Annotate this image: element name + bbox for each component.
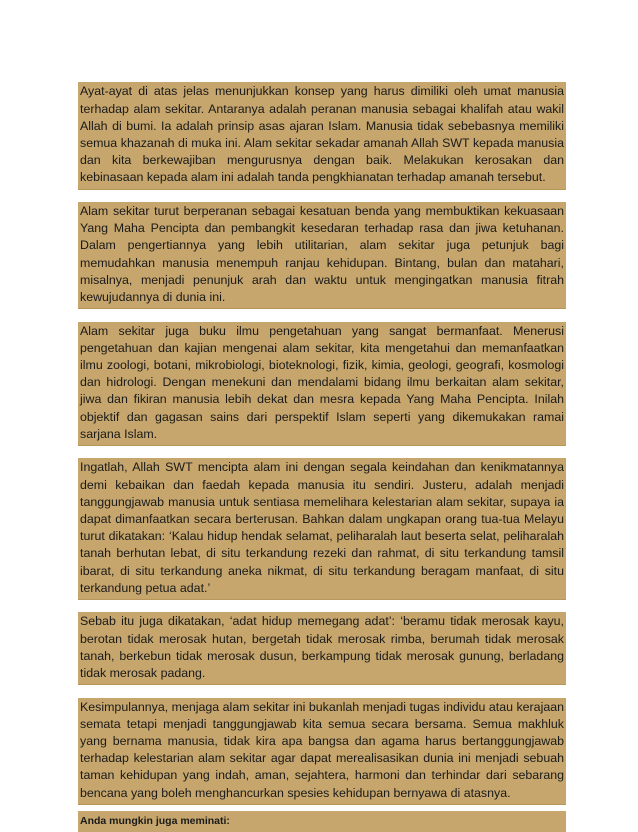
paragraph-khalifah: Ayat-ayat di atas jelas menunjukkan konsep yang harus dimiliki oleh umat manusia terhadap alam sekitar. Antaranya adalah peranan manusia sebagai khalifah atau wakil Allah di bumi. Ia adalah prinsip asas ajaran Islam. Manusia tidak sebebasnya memiliki semua khazanah di muka ini. Alam sekitar sekadar amanah Allah SWT kepada manusia dan kita berkewajiban mengurusnya dengan baik. Melakukan kerosakan dan kebinasaan kepada alam ini adalah tanda pengkhianatan terhadap amanah tersebut.	[78, 82, 566, 189]
related-posts-label: Anda mungkin juga meminati:	[78, 811, 566, 832]
paragraph-adat-hidup: Sebab itu juga dikatakan, ‘adat hidup memegang adat’: ‘beramu tidak merosak kayu, berotan tidak merosak hutan, bergetah tidak merosak rimba, berumah tidak merosak tanah, berkebun tidak merosak dusun, berkampung tidak merosak gunung, berladang tidak merosak padang.	[78, 612, 566, 685]
paragraph-kesatuan-benda: Alam sekitar turut berperanan sebagai kesatuan benda yang membuktikan kekuasaan Yang Maha Pencipta dan pembangkit kesedaran terhadap rasa dan jiwa ketuhanan. Dalam pengertiannya yang lebih utilitarian, alam sekitar juga petunjuk bagi memudahkan manusia menempuh ranjau kehidupan. Bintang, bulan dan matahari, misalnya, menjadi penunjuk arah dan waktu untuk mengingatkan manusia fitrah kewujudannya di dunia ini.	[78, 202, 566, 309]
document-page	[78, 70, 566, 832]
paragraph-ingatlah: Ingatlah, Allah SWT mencipta alam ini dengan segala keindahan dan kenikmatannya demi kebaikan dan faedah kepada manusia itu sendiri. Justeru, adalah menjadi tanggungjawab manusia untuk sentiasa memelihara kelestarian alam sekitar, supaya ia dapat dimanfaatkan secara berterusan. Bahkan dalam ungkapan orang tua-tua Melayu turut dikatakan: ‘Kalau hidup hendak selamat, peliharalah laut beserta selat, peliharalah tanah berhutan lebat, di situ terkandung rezeki dan rahmat, di situ terkandung tamsil ibarat, di situ terkandung aneka nikmat, di situ terkandung beragam manfaat, di situ terkandung petua adat.’	[78, 458, 566, 600]
paragraph-ilmu-pengetahuan: Alam sekitar juga buku ilmu pengetahuan yang sangat bermanfaat. Menerusi pengetahuan dan kajian mengenai alam sekitar, kita mengetahui dan memanfaatkan ilmu zoologi, botani, mikrobiologi, bioteknologi, fizik, kimia, geologi, geografi, kosmologi dan hidrologi. Dengan menekuni dan mendalami bidang ilmu berkaitan alam sekitar, jiwa dan fikiran manusia lebih dekat dan mesra kepada Yang Maha Pencipta. Inilah objektif dan gagasan sains dari perspektif Islam seperti yang dikemukakan ramai sarjana Islam.	[78, 322, 566, 446]
paragraph-kesimpulan: Kesimpulannya, menjaga alam sekitar ini bukanlah menjadi tugas individu atau kerajaan semata tetapi menjadi tanggungjawab kita semua secara bersama. Semua makhluk yang bernama manusia, tidak kira apa bangsa dan agama harus bertanggungjawab terhadap kelestarian alam sekitar agar dapat merealisasikan dunia ini menjadi sebuah taman kehidupan yang indah, aman, sejahtera, harmoni dan terhindar dari sebarang bencana yang boleh menghancurkan spesies kehidupan bernyawa di atasnya.	[78, 698, 566, 805]
